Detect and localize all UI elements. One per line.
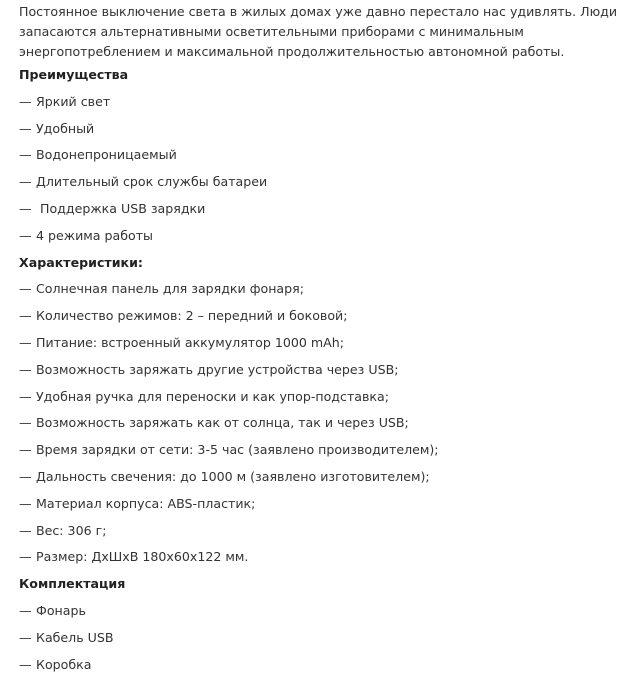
dash: — (19, 281, 32, 297)
dash: — (19, 361, 32, 377)
dash: — (19, 200, 32, 216)
list-item-text: Вес: 306 г; (36, 522, 107, 538)
dash: — (19, 174, 32, 190)
list-item-text: Коробка (36, 656, 92, 672)
package-list (19, 598, 640, 678)
list-item (19, 652, 640, 679)
list-item (19, 625, 640, 652)
list-item (19, 544, 640, 571)
list-item (19, 437, 640, 464)
list-item (19, 276, 640, 303)
list-item (19, 357, 640, 384)
list-item-text: Поддержка USB зарядки (36, 200, 206, 216)
list-item (19, 464, 640, 491)
list-item-text: 4 режима работы (36, 227, 153, 243)
list-item (19, 384, 640, 411)
advantages-heading: Преимущества (19, 67, 129, 82)
list-item-text: Удобная ручка для переноски и как упор-подставка; (36, 388, 389, 404)
list-item-text: Водонепроницаемый (36, 147, 177, 163)
list-item-text: Возможность заряжать другие устройства через USB; (36, 361, 399, 377)
specs-list (19, 276, 640, 571)
dash: — (19, 522, 32, 538)
dash: — (19, 93, 32, 109)
dash: — (19, 147, 32, 163)
advantages-list (19, 89, 640, 250)
list-item-text: Размер: ДхШхВ 180x60x122 мм. (36, 549, 249, 565)
list-item-text: Фонарь (36, 602, 86, 618)
dash: — (19, 468, 32, 484)
list-item-text: Солнечная панель для зарядки фонаря; (36, 281, 304, 297)
list-item-text: Питание: встроенный аккумулятор 1000 mAh; (36, 334, 345, 350)
list-item (19, 330, 640, 357)
dash: — (19, 120, 32, 136)
list-item (19, 169, 640, 196)
dash: — (19, 495, 32, 511)
list-item (19, 223, 640, 250)
list-item-text: Длительный срок службы батареи (36, 174, 268, 190)
list-item-text: Яркий свет (36, 93, 111, 109)
dash: — (19, 629, 32, 645)
package-heading: Комплектация (19, 576, 126, 592)
list-item (19, 598, 640, 625)
dash: — (19, 602, 32, 618)
list-item (19, 410, 640, 437)
list-item (19, 116, 640, 143)
dash: — (19, 334, 32, 350)
dash: — (19, 549, 32, 565)
list-item-text: Кабель USB (36, 629, 114, 645)
list-item-text: Дальность свечения: до 1000 м (заявлено изготовителем); (36, 468, 430, 484)
list-item-text: Время зарядки от сети: 3-5 час (заявлено производителем); (36, 442, 439, 458)
list-item (19, 142, 640, 169)
list-item (19, 491, 640, 518)
dash: — (19, 227, 32, 243)
dash: — (19, 442, 32, 458)
specs-heading: Характеристики: (19, 254, 143, 270)
intro-paragraph: Постоянное выключение света в жилых домах уже давно перестало нас удивлять. Люди запасаются альтернативными осветительными приборами с минимальным энергопотреблением и максимальной продолжительностью автономной работы. (19, 4, 618, 59)
dash: — (19, 656, 32, 672)
list-item (19, 303, 640, 330)
dash: — (19, 415, 32, 431)
dash: — (19, 388, 32, 404)
list-item-text: Возможность заряжать как от солнца, так и через USB; (36, 415, 409, 431)
list-item-text: Количество режимов: 2 – передний и боковой; (36, 308, 348, 324)
list-item (19, 518, 640, 545)
list-item-text: Материал корпуса: ABS-пластик; (36, 495, 256, 511)
list-item (19, 196, 640, 223)
dash: — (19, 308, 32, 324)
list-item-text: Удобный (36, 120, 95, 136)
list-item (19, 89, 640, 116)
